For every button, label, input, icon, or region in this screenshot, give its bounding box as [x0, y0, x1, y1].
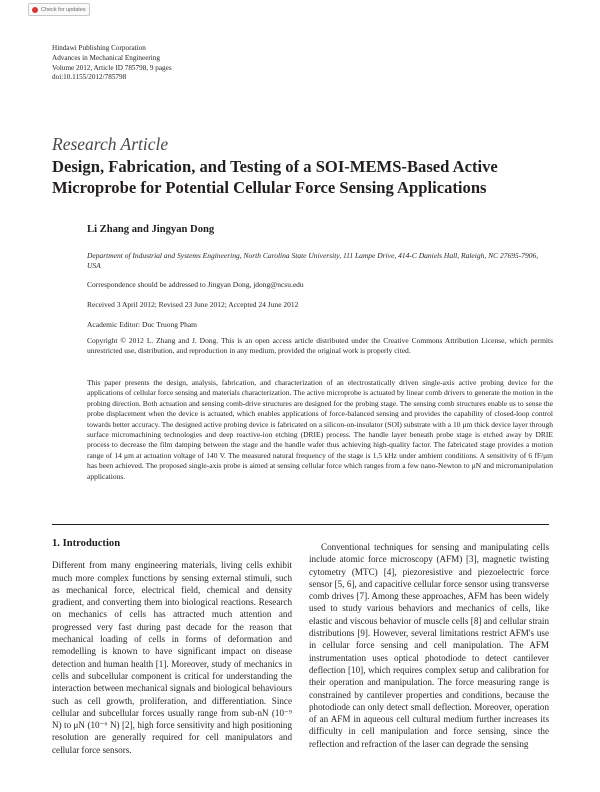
- academic-editor: Academic Editor: Duc Truong Pham: [87, 320, 197, 329]
- article-type: Research Article: [52, 134, 169, 154]
- abstract: This paper presents the design, analysis, fabrication, and characterization of an electrostatically driven single-axis active probing device for the applications of cellular force sensing and materials characterization. The active microprobe is actuated by linear comb drivers to generate the motion in the probing direction. Both actuation and sensing comb-drive structures are designed for the probing stage. The sensing comb structures enable us to sense the probe displacement when the device is actuated, which enables applications of force-balanced sensing and provides the capability of closed-loop control towards better accuracy. The designed active probing device is fabricated on a silicon-on-insulator (SOI) substrate with a 10 μm thick device layer through surface micromachining technologies and deep reactive-ion etching (DRIE) process. The handle layer beneath probe stage is etched away by DRIE process to decrease the film damping between the stage and the handle wafer thus achieving high-quality factor. The fabricated stage provides a motion range of 14 μm at actuation voltage of 140 V. The measured natural frequency of the stage is 1.5 kHz under ambient conditions. A sensitivity of 6 fF/μm has been achieved. The proposed single-axis probe is aimed at sensing cellular force which ranges from a few nano-Newton to μN and micromanipulation applications.: [87, 378, 553, 481]
- section-divider: [52, 524, 549, 525]
- authors: Li Zhang and Jingyan Dong: [87, 224, 215, 235]
- intro-paragraph-1: Different from many engineering materials, living cells exhibit much more complex functions by sensing external stimuli, such as mechanical force, electrical field, chemical and density gradient, and converting them into biological reactions. Research on mechanics of cells has attracted much attention and progressed very fast during past decade for the reason that mechanical loading of cells in forms of deformation and remodelling is known to have significant impact on disease detection and human health [1]. Moreover, study of mechanics in cells and subcellular component is critical for understanding the interaction between mechanical signals and biological behaviours such as cell growth, proliferation, and differentiation. Since cellular and subcellular forces usually range from sub-nN (10⁻⁹ N) to μN (10⁻⁶ N) [2], high force sensitivity and high positioning resolution are generally required for cell manipulators and cellular force sensors.: [52, 560, 292, 755]
- journal-name: Advances in Mechanical Engineering: [52, 53, 160, 62]
- dates: Received 3 April 2012; Revised 23 June 2012; Accepted 24 June 2012: [87, 300, 299, 309]
- check-for-updates-badge[interactable]: [28, 3, 90, 16]
- copyright: Copyright © 2012 L. Zhang and J. Dong. This is an open access article distributed under the Creative Commons Attribution License, which permits unrestricted use, distribution, and reproduction in any medium, provided the original work is properly cited.: [87, 336, 553, 356]
- publisher: Hindawi Publishing Corporation: [52, 44, 146, 52]
- volume-info: Volume 2012, Article ID 785798, 9 pages: [52, 63, 172, 72]
- left-column: [52, 538, 292, 756]
- section-heading: 1. Introduction: [52, 538, 121, 549]
- update-icon: [32, 7, 38, 13]
- journal-info: [52, 44, 172, 83]
- doi: doi:10.1155/2012/785798: [52, 73, 127, 82]
- right-column: [309, 541, 549, 750]
- badge-label: Check for updates: [41, 6, 86, 13]
- article-title: Design, Fabrication, and Testing of a SOI-MEMS-Based Active Microprobe for Potential Cellular Force Sensing Applications: [52, 157, 498, 197]
- intro-paragraph-2: Conventional techniques for sensing and manipulating cells include atomic force microscopy (AFM) [3], magnetic twisting cytometry (MTC) [4], piezoresistive and piezoelectric force sensor [5, 6], and capacitive cellular force sensor using transverse comb drives [7]. Among these approaches, AFM has been widely used to study various behaviors and mechanics of cells, like elastic and viscous behavior of muscle cells [8] and cellular strain distributions [9]. However, several limitations restrict AFM's use in cellular force sensing and cell manipulation. The AFM instrumentation uses optical photodiode to detect cantilever deflection [10], which requires complex setup and calibration for their operation and manipulation. The force measuring range is constrained by cantilever properties and conditions, because the photodiode can only detect small deflection. Moreover, operation of an AFM in aqueous cell cultural medium further increases its difficulty in cell manipulation and force sensing, since the reflection and refraction of the laser can degrade the sensing: [309, 542, 549, 749]
- correspondence: Correspondence should be addressed to Jingyan Dong, jdong@ncsu.edu: [87, 280, 304, 289]
- affiliation: Department of Industrial and Systems Engineering, North Carolina State University, 111 Lampe Drive, 414-C Daniels Hall, Raleigh, NC 27695-7906, USA: [87, 251, 539, 271]
